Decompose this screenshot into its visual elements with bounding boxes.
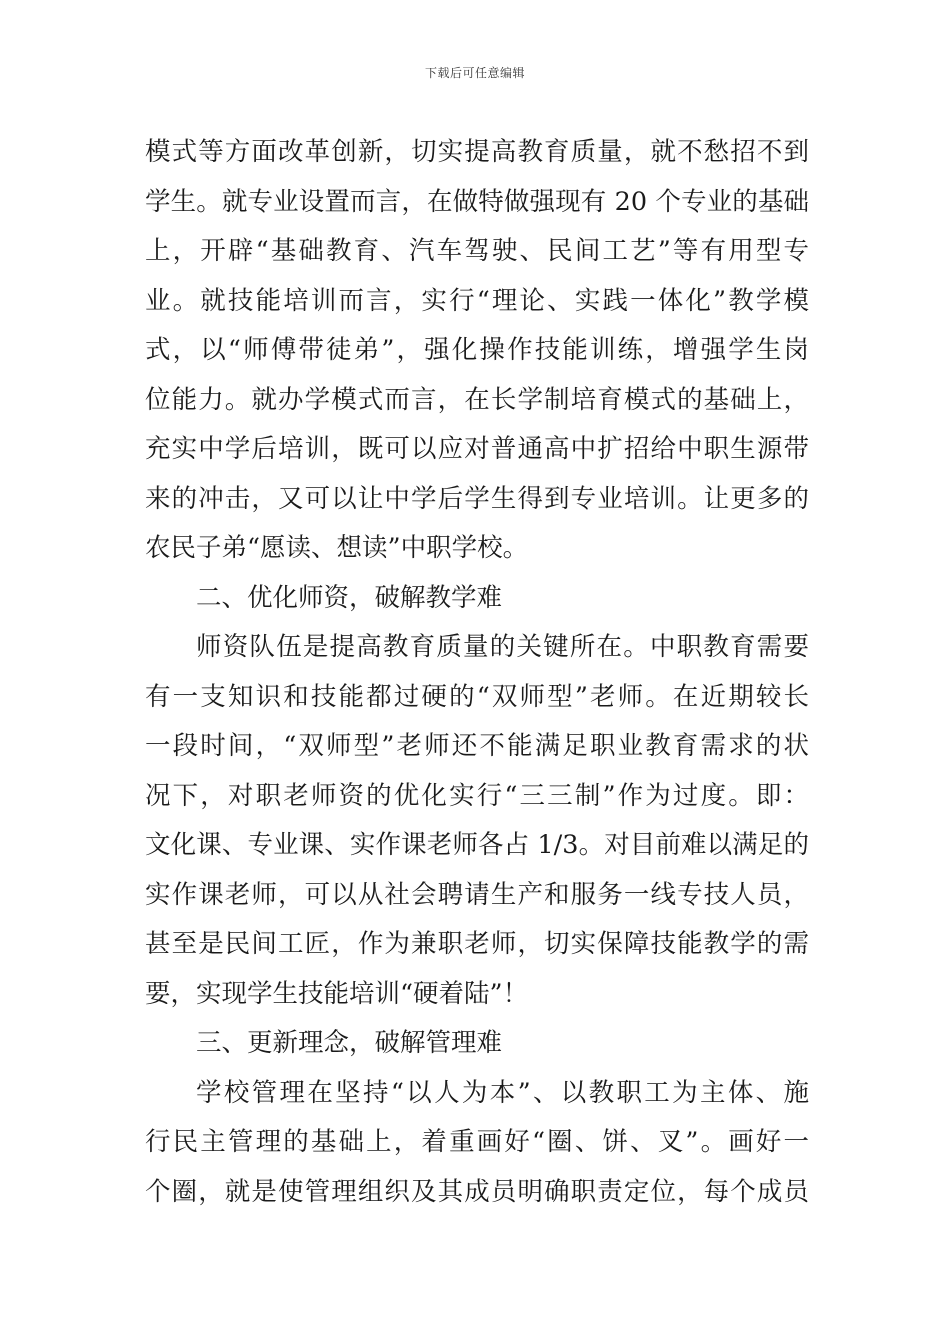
text-line-3: 上，开辟“基础教育、汽车驾驶、民间工艺”等有用型专 (145, 236, 809, 266)
text-line-21: 行民主管理的基础上，着重画好“圈、饼、叉”。画好一 (145, 1127, 809, 1157)
text-line-14: 况下，对职老师资的优化实行“三三制”作为过度。即： (145, 780, 809, 811)
text-line-17: 甚至是民间工匠，作为兼职老师，切实保障技能教学的需 (145, 929, 809, 959)
page-header: 下载后可任意编辑 (424, 66, 525, 80)
document-body (145, 128, 809, 1217)
text-line-1: 模式等方面改革创新，切实提高教育质量，就不愁招不到 (145, 137, 809, 167)
text-line-12: 有一支知识和技能都过硬的“双师型”老师。在近期较长 (145, 681, 809, 712)
section-heading-3: 三、更新理念，破解管理难 (196, 1028, 503, 1058)
text-line-13: 一段时间，“双师型”老师还不能满足职业教育需求的状 (145, 731, 809, 761)
text-line-18: 要，实现学生技能培训“硬着陆”！ (145, 978, 529, 1009)
text-line-8: 来的冲击，又可以让中学后学生得到专业培训。让更多的 (145, 483, 809, 514)
text-line-16: 实作课老师，可以从社会聘请生产和服务一线专技人员， (145, 879, 809, 910)
text-line-6: 位能力。就办学模式而言，在长学制培育模式的基础上， (145, 384, 809, 415)
text-line-15: 文化课、专业课、实作课老师各占 1/3。对目前难以满足的 (145, 830, 809, 860)
text-line-4: 业。就技能培训而言，实行“理论、实践一体化”教学模 (145, 285, 809, 316)
section-heading-2: 二、优化师资，破解教学难 (196, 582, 503, 613)
text-line-9: 农民子弟“愿读、想读”中职学校。 (145, 533, 529, 563)
text-line-11: 师资队伍是提高教育质量的关键所在。中职教育需要 (196, 632, 809, 662)
text-line-5: 式，以“师傅带徒弟”，强化操作技能训练，增强学生岗 (145, 335, 809, 365)
text-line-20: 学校管理在坚持“以人为本”、以教职工为主体、施 (196, 1077, 809, 1108)
text-line-7: 充实中学后培训，既可以应对普通高中扩招给中职生源带 (145, 434, 809, 464)
text-line-2: 学生。就专业设置而言，在做特做强现有 20 个专业的基础 (145, 186, 809, 217)
text-line-22: 个圈，就是使管理组织及其成员明确职责定位，每个成员 (145, 1176, 809, 1207)
